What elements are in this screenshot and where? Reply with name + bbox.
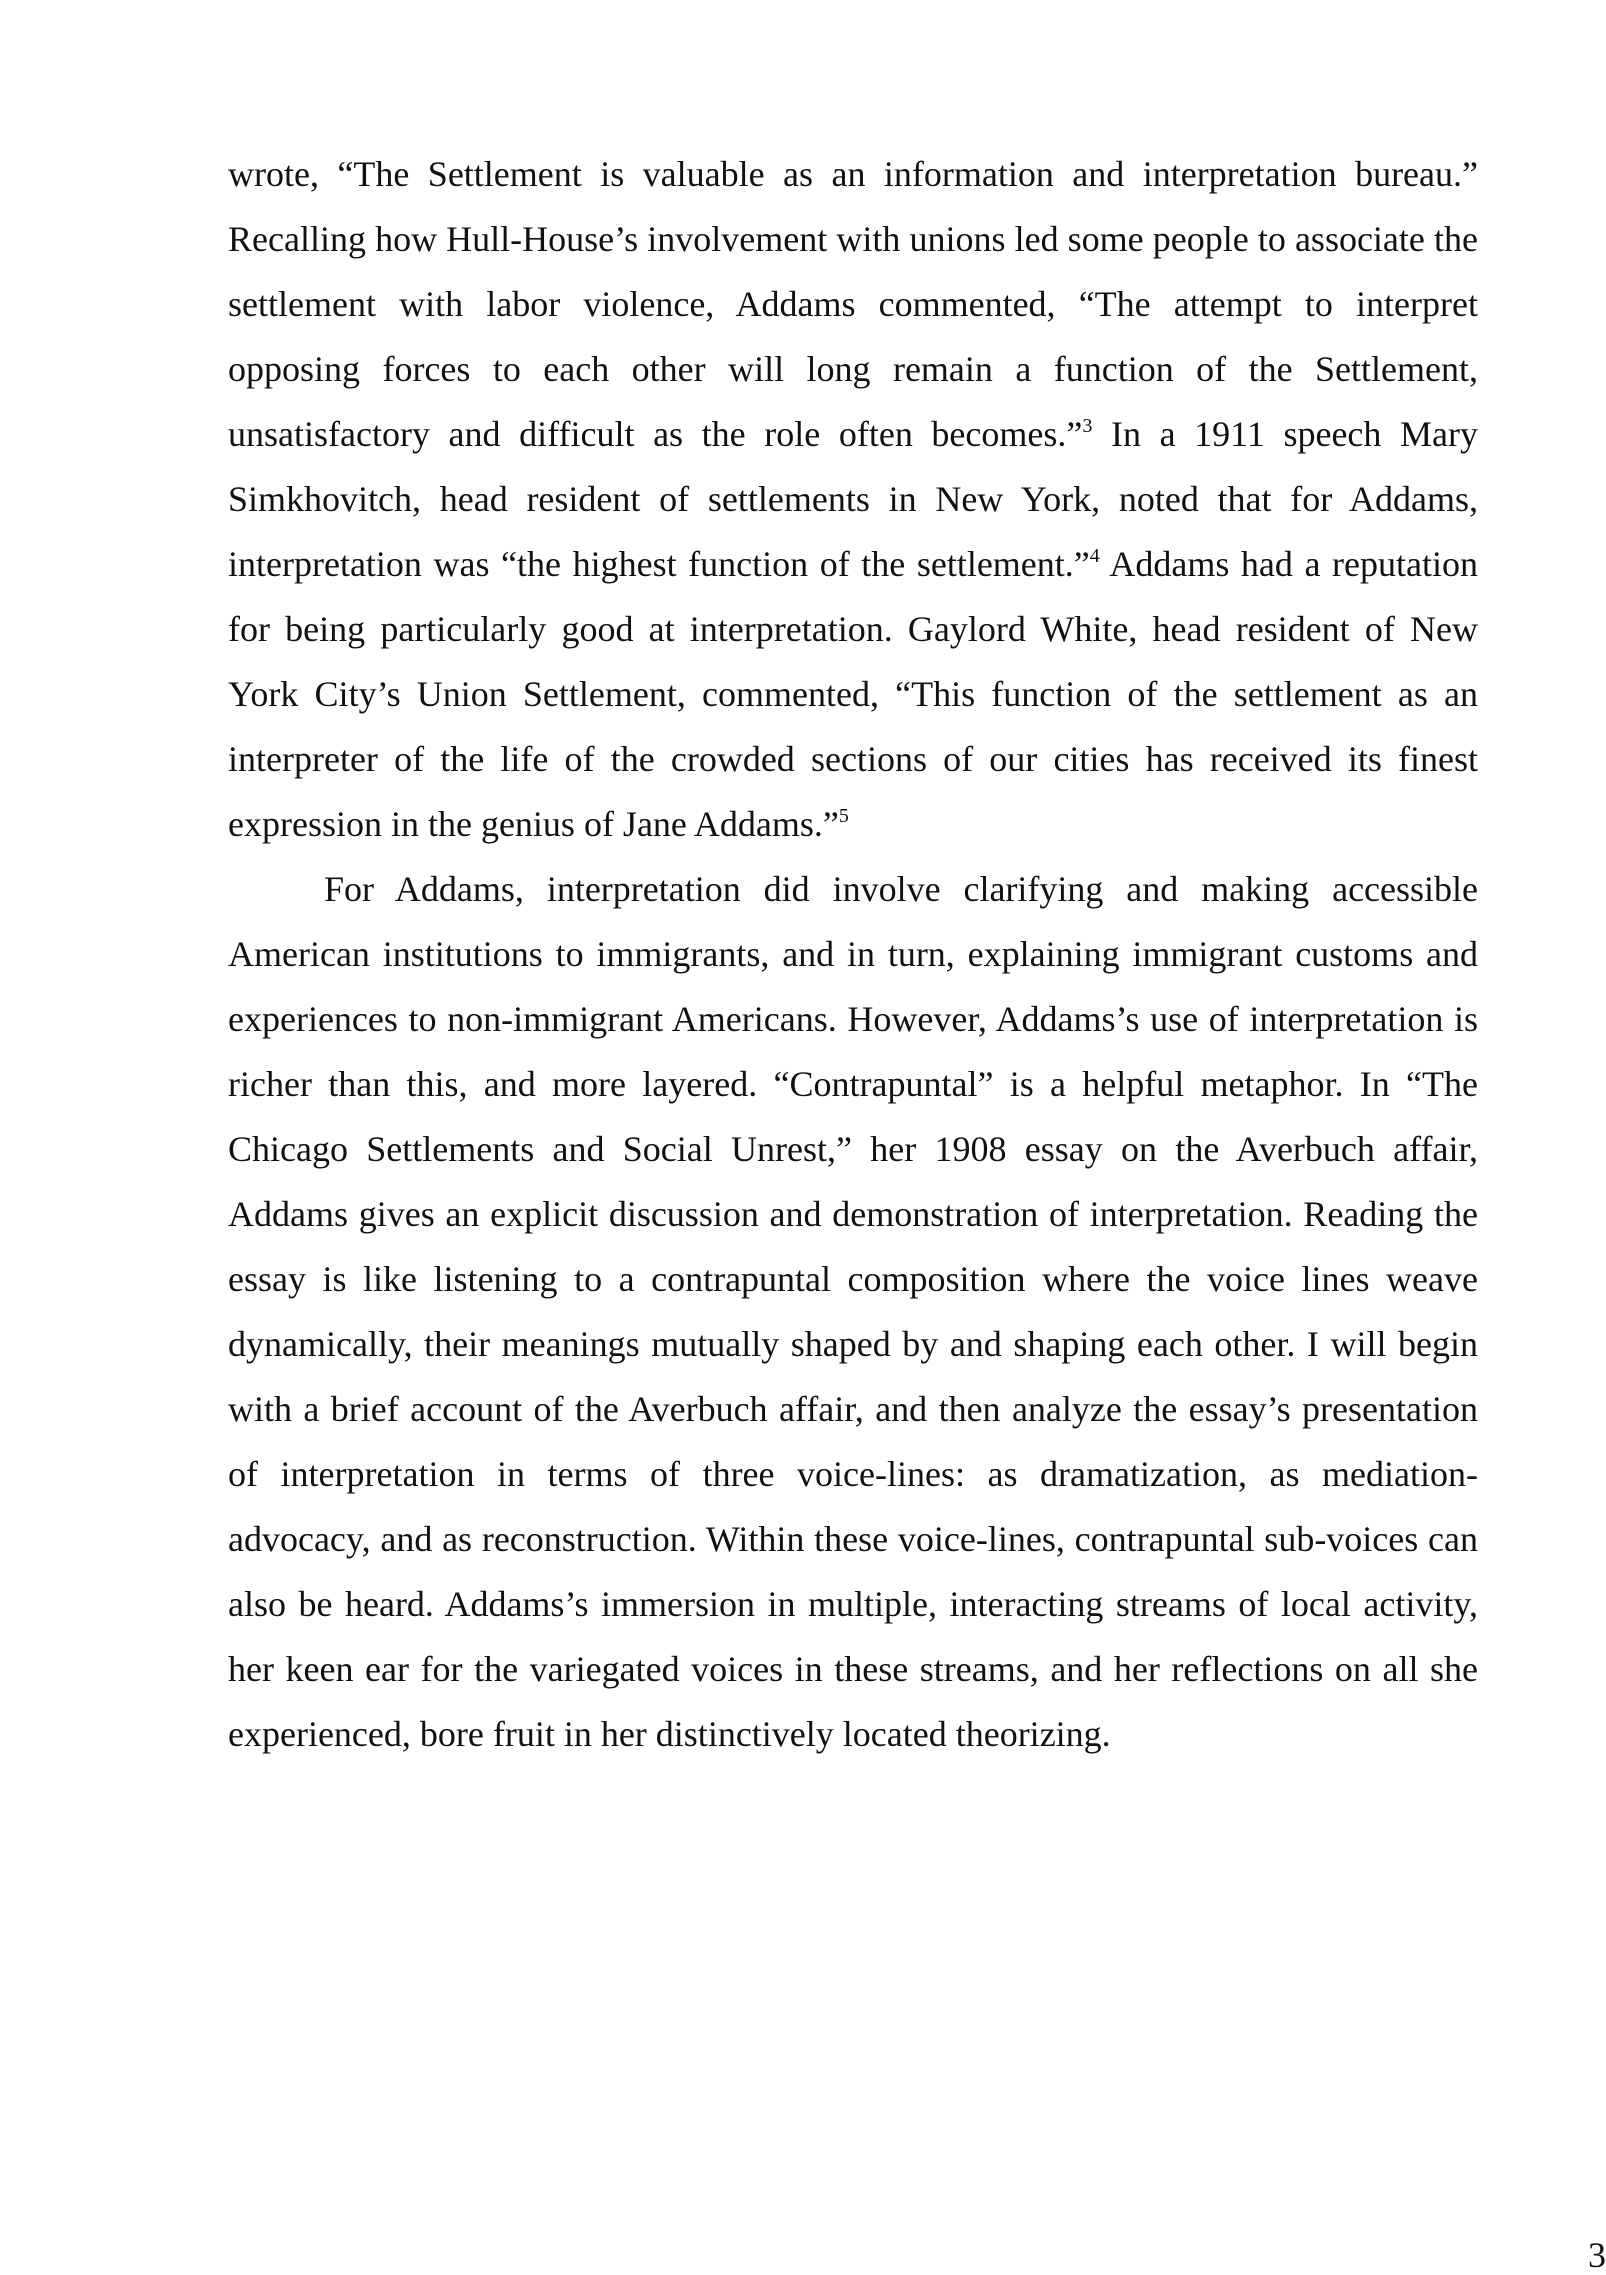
body-text <box>228 142 1478 1767</box>
paragraph-1-text-1: wrote, “The Settlement is valuable as an information and interpretation bureau.” Recalling how Hull-House’s involvement with unions led some people to associate the settlement with labor violence, Addams commented, “The attempt to interpret opposing forces to each other will long remain a function of the Settlement, unsatisfactory and difficult as the role often becomes.” <box>228 154 1478 454</box>
paragraph-1-text-3: Addams had a reputation for being particularly good at interpretation. Gaylord White, head resident of New York City’s Union Settlement, commented, “This function of the settlement as an interpreter of the life of the crowded sections of our cities has received its finest expression in the genius of Jane Addams.” <box>228 544 1478 844</box>
page-number: 3 <box>1588 2235 1606 2275</box>
paragraph-2: For Addams, interpretation did involve clarifying and making accessible American institutions to immigrants, and in turn, explaining immigrant customs and experiences to non-immigrant Americans. However, Addams’s use of interpretation is richer than this, and more layered. “Contrapuntal” is a helpful metaphor. In “The Chicago Settlements and Social Unrest,” her 1908 essay on the Averbuch affair, Addams gives an explicit discussion and demonstration of interpretation. Reading the essay is like listening to a contrapuntal composition where the voice lines weave dynamically, their meanings mutually shaped by and shaping each other. I will begin with a brief account of the Averbuch affair, and then analyze the essay’s presentation of interpretation in terms of three voice-lines: as dramatization, as mediation-advocacy, and as reconstruction. Within these voice-lines, contrapuntal sub-voices can also be heard. Addams’s immersion in multiple, interacting streams of local activity, her keen ear for the variegated voices in these streams, and her reflections on all she experienced, bore fruit in her distinctively located theorizing. <box>228 869 1478 1754</box>
footnote-ref-3: 3 <box>1082 415 1093 437</box>
paragraph-1-text-2: In a 1911 speech Mary Simkhovitch, head resident of settlements in New York, noted that for Addams, interpretation was “the highest function of the settlement.” <box>228 414 1479 584</box>
footnote-ref-4: 4 <box>1089 545 1100 567</box>
paragraph-1 <box>228 142 1478 857</box>
footnote-ref-5: 5 <box>838 805 849 827</box>
